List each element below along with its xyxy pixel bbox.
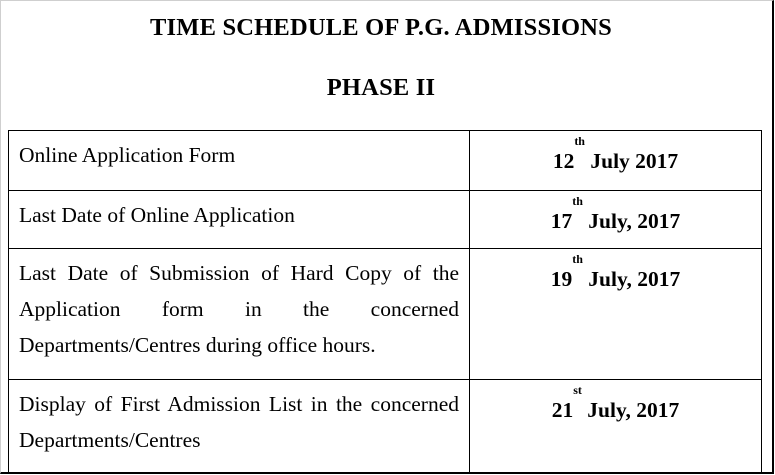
date-cell — [470, 249, 762, 380]
event-cell — [9, 380, 470, 473]
event-cell — [9, 131, 470, 191]
page-title: TIME SCHEDULE OF P.G. ADMISSIONS — [149, 14, 613, 41]
date-rest: July, 2017 — [582, 267, 681, 291]
event-cell — [9, 249, 470, 380]
date-day: 21 — [551, 398, 574, 422]
date-day: 12 — [552, 149, 575, 173]
date-day: 19 — [550, 267, 573, 291]
table-row — [9, 131, 762, 191]
date-value — [550, 194, 681, 239]
table-row — [9, 249, 762, 380]
event-label: Last Date of Online Application — [19, 203, 295, 227]
phase-subtitle: PHASE II — [326, 74, 436, 101]
date-value — [552, 134, 679, 179]
event-label: Online Application Form — [19, 143, 236, 167]
date-cell — [470, 380, 762, 473]
date-cell — [470, 191, 762, 249]
event-cell — [9, 191, 470, 249]
event-label: Display of First Admission List in the concerned Departments/Centres — [19, 392, 459, 452]
schedule-table — [8, 130, 762, 473]
date-cell — [470, 131, 762, 191]
table-row — [9, 380, 762, 473]
date-value — [551, 383, 680, 428]
date-rest: July, 2017 — [581, 398, 680, 422]
date-suffix: st — [573, 383, 582, 397]
date-rest: July, 2017 — [582, 209, 681, 233]
date-suffix: th — [574, 134, 585, 148]
table-row — [9, 191, 762, 249]
date-rest: July 2017 — [584, 149, 679, 173]
date-day: 17 — [550, 209, 573, 233]
date-suffix: th — [572, 252, 583, 266]
date-suffix: th — [572, 194, 583, 208]
event-label: Last Date of Submission of Hard Copy of the Application form in the concerned Departments/Centres during office hours. — [19, 261, 459, 357]
date-value — [550, 252, 681, 297]
